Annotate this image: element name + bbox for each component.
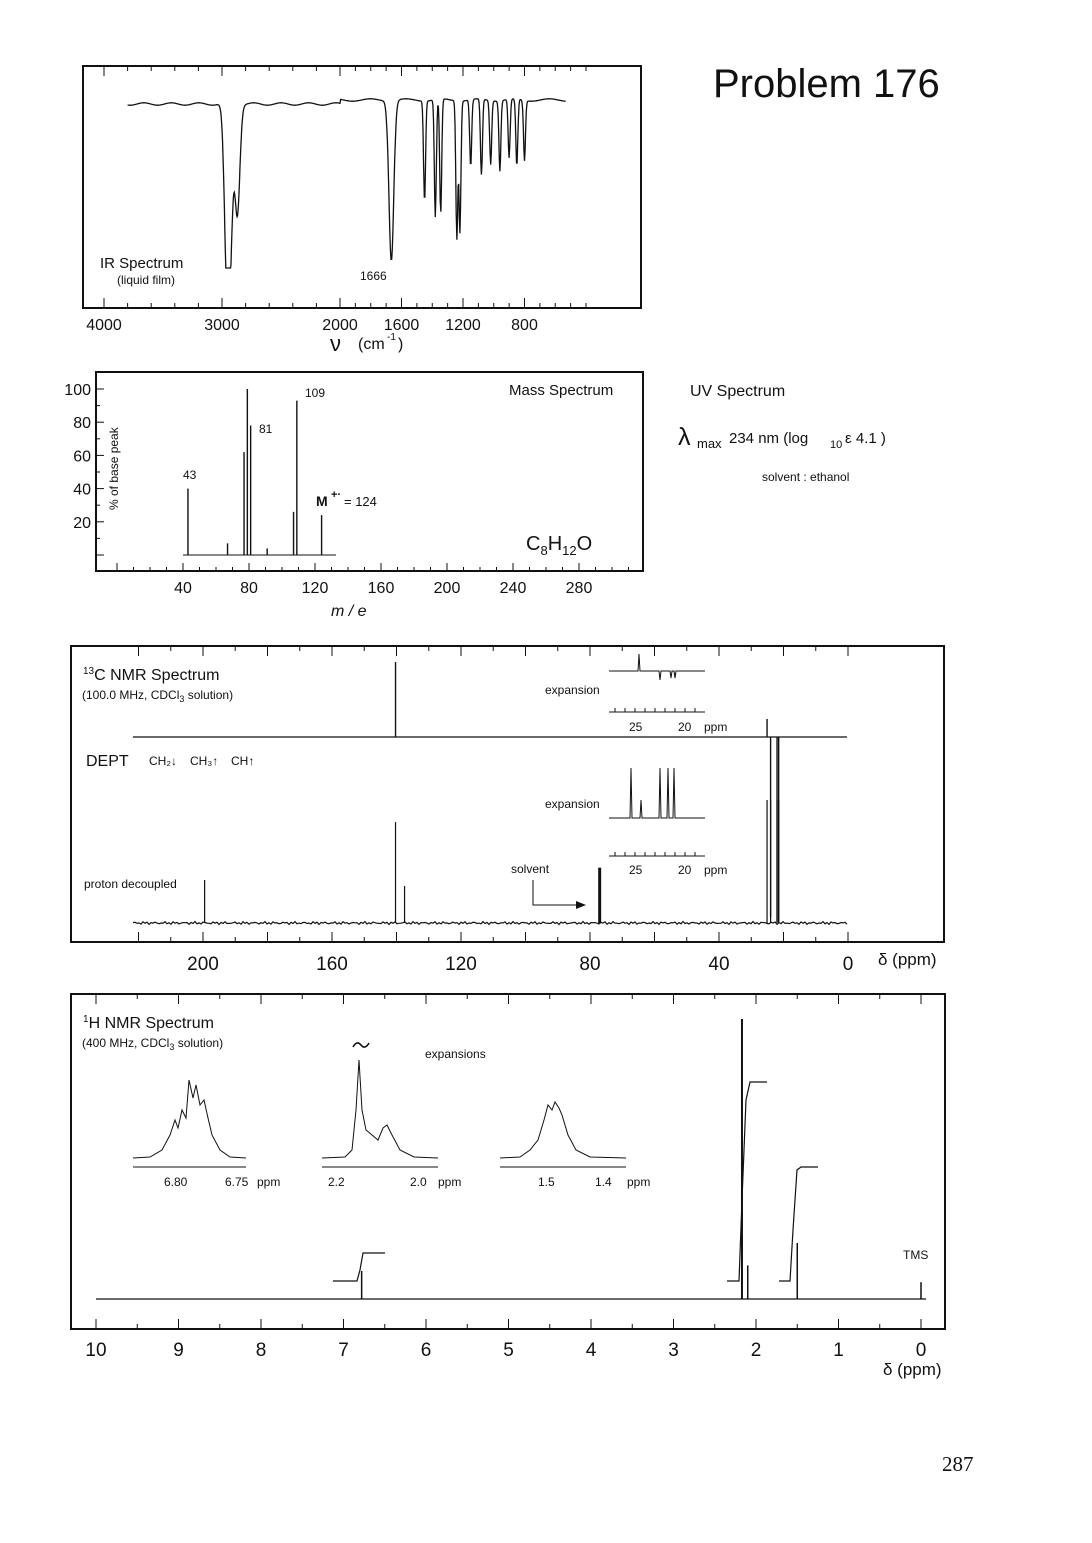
ir-xlabel-close: ) — [398, 336, 404, 353]
c13-title: $^{13}$C NMR Spectrum — [83, 666, 220, 684]
ir-x-tick-label: 2000 — [322, 317, 358, 334]
h1-x-tick-label: 0 — [915, 1340, 927, 1361]
ms-molecular-ion-sup: +· — [331, 489, 342, 501]
ms-molecular-ion: M — [316, 493, 328, 509]
ms-x-tick-label: 120 — [301, 580, 329, 597]
h1-x-tick-label: 4 — [585, 1340, 597, 1361]
c13-dept-ch: CH↑ — [231, 754, 255, 768]
uv-solvent: solvent : ethanol — [762, 470, 850, 484]
h1-expansion-2-1 — [322, 1043, 461, 1189]
ir-xlabel-sup: -1 — [387, 332, 396, 343]
c13-decoupled-expansion-tick-20: 20 — [678, 863, 692, 877]
uv-log-sub: 10 — [830, 439, 843, 451]
h1-tms-label: TMS — [903, 1248, 929, 1262]
c13-subtitle: (100.0 MHz, CDCl$_3$ solution) — [82, 688, 234, 704]
ms-title: Mass Spectrum — [509, 382, 614, 399]
h1-expansion-2-1-tick-b: 2.0 — [410, 1175, 427, 1189]
ir-x-tick-label: 800 — [511, 317, 538, 334]
ms-y-tick-label: 100 — [64, 382, 91, 399]
ms-y-tick-label: 60 — [73, 448, 91, 466]
h1-expansion-6-8 — [133, 1080, 280, 1189]
h1-xlabel: δ (ppm) — [883, 1360, 942, 1379]
ir-title: IR Spectrum — [100, 255, 184, 272]
h1-expansion-2-1-tick-ppm: ppm — [438, 1175, 462, 1189]
ms-y-tick-label: 40 — [73, 481, 91, 499]
ms-y-tick-label: 20 — [73, 514, 91, 532]
ir-xlabel-unit: (cm — [358, 336, 385, 353]
h1-expansion-1-5-tick-a: 1.5 — [538, 1175, 555, 1189]
h1-expansion-1-5 — [500, 1102, 650, 1189]
c13-decoupled-label: proton decoupled — [84, 877, 177, 891]
uv-value: 234 nm (log — [729, 430, 809, 447]
c13-dept-expansion-tick-20: 20 — [678, 720, 692, 734]
h1-expansion-1-5-tick-ppm: ppm — [627, 1175, 651, 1189]
h1-x-tick-label: 3 — [668, 1340, 679, 1361]
c13-xlabel: δ (ppm) — [878, 950, 937, 969]
h1-expansion-2-1-trace — [322, 1060, 438, 1158]
h1-integral-6-8 — [333, 1253, 385, 1281]
page-title: Problem 176 — [713, 62, 940, 106]
c13-x-tick-label: 160 — [316, 954, 348, 975]
c13-x-tick-label: 80 — [579, 954, 601, 975]
h1-x-tick-labels — [85, 1340, 926, 1361]
h1-x-tick-label: 1 — [833, 1340, 844, 1361]
c13-decoupled-expansion-label: expansion — [545, 797, 600, 811]
ms-molecular-ion-value: = 124 — [344, 494, 377, 509]
h1-subtitle: (400 MHz, CDCl$_3$ solution) — [82, 1036, 224, 1052]
ir-annotation: 1666 — [360, 269, 387, 283]
h1-x-tick-label: 9 — [173, 1340, 184, 1361]
c13-dept-ch2: CH₂↓ — [149, 754, 177, 768]
c13-x-tick-label: 200 — [187, 954, 219, 975]
c13-dept-expansion-tick-25: 25 — [629, 720, 643, 734]
ms-x-tick-label: 240 — [499, 580, 527, 597]
h1-expansion-2-1-tilde — [353, 1043, 369, 1047]
ms-y-tick-label: 80 — [73, 415, 91, 433]
c13-decoupled-expansion-tick-25: 25 — [629, 863, 643, 877]
h1-title: $^1$H NMR Spectrum — [83, 1014, 214, 1032]
uv-lambda: λ — [678, 423, 691, 451]
c13-dept-expansion-tick-ppm: ppm — [704, 720, 728, 734]
c13-dept-label: DEPT — [86, 753, 129, 770]
uv-lambda-sub: max — [697, 436, 722, 451]
c13-solvent-label: solvent — [511, 862, 550, 876]
h1-x-tick-label: 10 — [85, 1340, 107, 1361]
ir-x-tick-label: 4000 — [86, 317, 122, 334]
c13-dept-ch3: CH₃↑ — [190, 754, 219, 768]
h1-expansion-6-8-tick-b: 6.75 — [225, 1175, 249, 1189]
c13-dept-expansion-label: expansion — [545, 683, 600, 697]
h1-expansion-2-1-tick-a: 2.2 — [328, 1175, 345, 1189]
h1-integral-1-5 — [779, 1167, 818, 1281]
h1-x-tick-label: 7 — [338, 1340, 349, 1361]
h1-integral-2-1 — [727, 1082, 767, 1281]
ms-label-109: 109 — [305, 386, 326, 400]
ir-x-tick-label: 3000 — [204, 317, 240, 334]
ir-x-tick-label: 1200 — [445, 317, 481, 334]
h1-expansions-label: expansions — [425, 1047, 486, 1061]
h1-expansion-1-5-tick-b: 1.4 — [595, 1175, 612, 1189]
h1-x-tick-label: 2 — [750, 1340, 762, 1361]
c13-x-tick-label: 0 — [842, 954, 854, 975]
h1-expansion-6-8-tick-a: 6.80 — [164, 1175, 188, 1189]
ms-xlabel: m / e — [331, 603, 367, 620]
h1-expansion-6-8-tick-ppm: ppm — [257, 1175, 281, 1189]
ms-x-tick-label: 280 — [565, 580, 593, 597]
uv-title: UV Spectrum — [690, 383, 786, 400]
page-number: 287 — [942, 1452, 974, 1476]
c13-x-tick-label: 40 — [708, 954, 730, 975]
ms-ylabel: % of base peak — [107, 427, 121, 510]
h1-x-tick-label: 8 — [255, 1340, 267, 1361]
ms-formula: $C_8H_{12}O$ — [526, 533, 593, 558]
ms-x-tick-label: 80 — [240, 580, 258, 597]
ms-label-81: 81 — [259, 422, 273, 436]
ir-subtitle: (liquid film) — [117, 273, 176, 287]
h1-peaks — [362, 1019, 921, 1299]
h1-expansion-1-5-trace — [500, 1102, 626, 1158]
h1-x-tick-label: 5 — [503, 1340, 514, 1361]
c13-decoupled-expansion-tick-ppm: ppm — [704, 863, 728, 877]
ir-x-tick-label: 1600 — [383, 317, 420, 334]
ms-label-43: 43 — [183, 468, 197, 482]
uv-value-b: ε 4.1 ) — [845, 430, 886, 447]
h1-x-tick-label: 6 — [420, 1340, 432, 1361]
ms-x-tick-label: 40 — [174, 580, 192, 597]
ir-xlabel-symbol: ν — [330, 331, 341, 356]
c13-x-tick-label: 120 — [445, 954, 477, 975]
ms-x-tick-label: 200 — [433, 580, 461, 597]
ms-x-tick-label: 160 — [367, 580, 395, 597]
h1-expansion-6-8-trace — [133, 1080, 246, 1158]
